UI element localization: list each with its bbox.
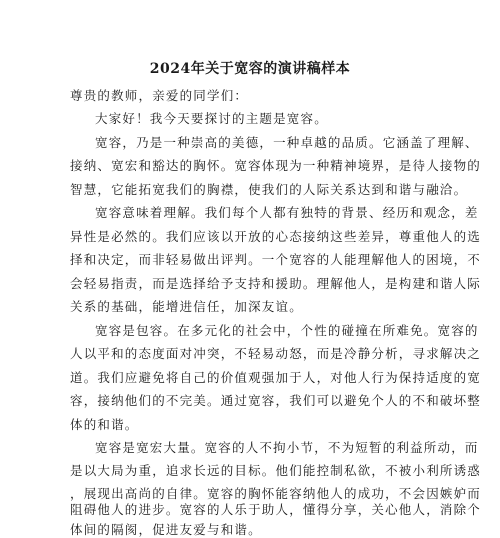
- text-line: 择和决定，而非轻易做出评判。一个宽容的人能理解他人的困境，不: [70, 252, 482, 267]
- document-title: 2024年关于宽容的演讲稿样本: [149, 61, 351, 77]
- text-line: 异性是必然的。我们应该以开放的心态接纳这些差异，尊重他人的选: [70, 229, 482, 244]
- text-line: 智慧，它能拓宽我们的胸襟，使我们的人际关系达到和谐与融洽。: [70, 182, 468, 197]
- text-line: 人以平和的态度面对冲突，不轻易动怒，而是冷静分析，寻求解决之: [70, 346, 482, 361]
- text-line: 尊贵的教师，亲爱的同学们：: [70, 88, 249, 103]
- text-line: 会轻易指责，而是选择给予支持和援助。理解他人，是构建和谐人际: [70, 276, 482, 291]
- text-line: 是以大局为重，追求长远的目标。他们能控制私欲，不被小利所诱惑: [70, 463, 482, 478]
- text-line: 体间的隔阂，促进友爱与和谐。: [70, 522, 262, 537]
- text-line: 接纳、宽宏和豁达的胸怀。宽容体现为一种精神境界，是待人接物的: [70, 158, 482, 173]
- text-line: 宽容意味着理解。我们每个人都有独特的背景、经历和观念，差: [95, 205, 479, 220]
- text-line: 阻碍他人的进步。宽容的人乐于助人，懂得分享，关心他人，消除个: [70, 502, 482, 517]
- text-line: 容，接纳他们的不完美。通过宽容，我们可以避免个人的不和破坏整: [70, 393, 482, 408]
- text-line: 宽容，乃是一种崇高的美德，一种卓越的品质。它涵盖了理解、: [95, 135, 479, 150]
- text-line: 宽容是宽宏大量。宽容的人不拘小节，不为短暂的利益所动，而: [95, 440, 479, 455]
- text-line: 大家好！我今天要探讨的主题是宽容。: [95, 111, 328, 126]
- text-line: 关系的基础，能增进信任，加深友谊。: [70, 299, 303, 314]
- text-line: ，展现出高尚的自律。宽容的胸怀能容纳他人的成功，不会因嫉妒而: [70, 486, 482, 501]
- text-line: 宽容是包容。在多元化的社会中，个性的碰撞在所难免。宽容的: [95, 323, 479, 338]
- text-line: 体的和谐。: [70, 417, 139, 432]
- text-line: 道。我们应避免将自己的价值观强加于人，对他人行为保持适度的宽: [70, 370, 482, 385]
